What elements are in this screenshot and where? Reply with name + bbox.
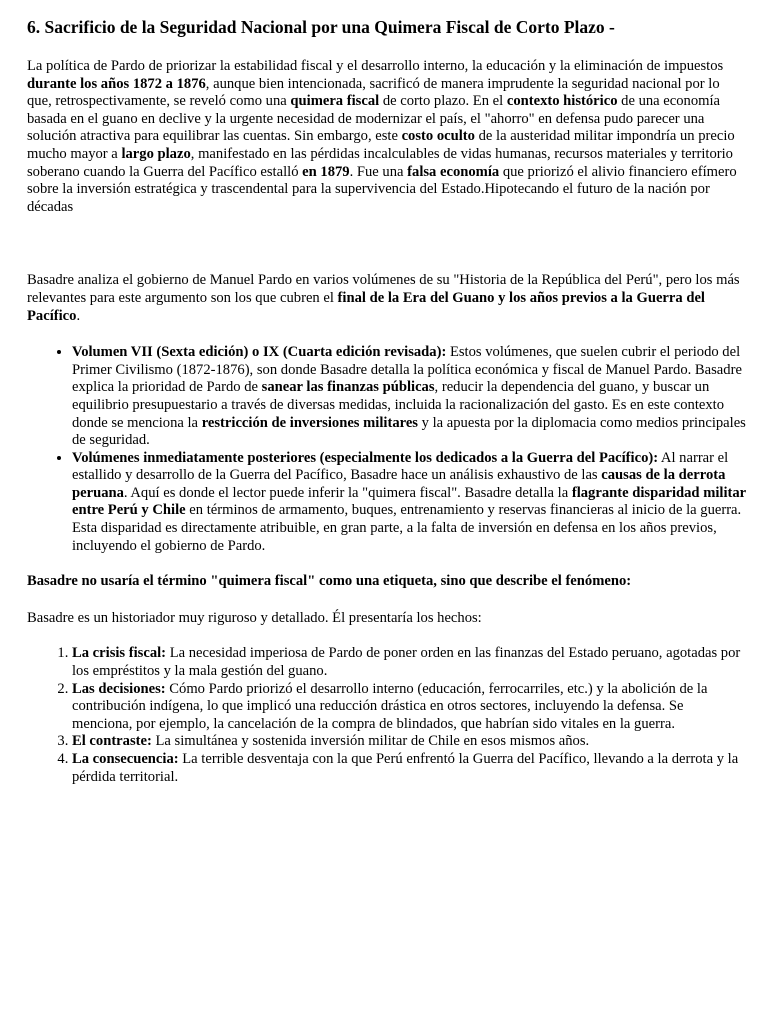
- fact-item-contrast: [72, 733, 746, 751]
- text-run: de una economía basada en el guano en declive y la urgente necesidad de modernizar el país, el "ahorro" en defensa pudo parecer una solución atractiva para equilibrar las cuentas. Sin embargo, este: [27, 93, 721, 145]
- text-run: La necesidad imperiosa de Pardo de poner orden en las finanzas del Estado peruano, agotadas por los empréstitos y la mala gestión del guano.: [72, 645, 741, 680]
- bold-phrase: en 1879: [302, 163, 350, 180]
- facts-numbered-list: [27, 645, 746, 786]
- text-run: La terrible desventaja con la que Perú enfrentó la Guerra del Pacífico, llevando a la derrota y la pérdida territorial.: [72, 751, 739, 785]
- bold-phrase: restricción de inversiones militares: [201, 414, 418, 431]
- section-title: 6. Sacrificio de la Seguridad Nacional por una Quimera Fiscal de Corto Plazo -: [27, 17, 615, 37]
- bold-phrase: La consecuencia:: [72, 751, 179, 767]
- bold-phrase: contexto histórico: [506, 93, 618, 110]
- bold-phrase: quimera fiscal: [290, 93, 380, 110]
- text-run: Al narrar el estallido y desarrollo de la Guerra del Pacífico, Basadre hace un análisis exhaustivo de las: [72, 449, 729, 484]
- text-run: de la austeridad militar impondría un precio mucho mayor a: [27, 128, 735, 162]
- bold-phrase: Volúmenes inmediatamente posteriores (especialmente los dedicados a la Guerra del Pacífico):: [72, 449, 659, 466]
- text-run: Basadre analiza el gobierno de Manuel Pardo en varios volúmenes de su "Historia de la República del Perú", pero los más relevantes para este argumento son los que cubren el: [27, 272, 740, 306]
- bold-phrase: Volumen VII (Sexta edición) o IX (Cuarta edición revisada):: [72, 344, 447, 361]
- bold-phrase: durante los años 1872 a 1876: [27, 75, 206, 92]
- fact-item-crisis: [72, 645, 746, 680]
- text-run: . Fue una: [349, 163, 408, 180]
- text-run: en términos de armamento, buques, entrenamiento y reservas financieras al inicio de la guerra. Esta disparidad es directamente atribuible, en gran parte, a la falta de inversión en defensa en los años previos, incluyendo el gobierno de Pardo.: [72, 502, 742, 554]
- text-run: , reducir la dependencia del guano, y buscar un equilibrio presupuestario a través de diversas medidas, incluida la racionalización del gasto. Es en este contexto donde se menciona la: [72, 379, 725, 431]
- bold-phrase: costo oculto: [401, 128, 475, 145]
- text-run: , manifestado en las pérdidas incalculables de vidas humanas, recursos materiales y territorio soberano cuando la Guerra del Pacífico estalló: [27, 145, 733, 180]
- bold-phrase: causas de la derrota peruana: [72, 467, 726, 501]
- historian-paragraph: Basadre es un historiador muy riguroso y detallado. Él presentaría los hechos:: [27, 609, 482, 626]
- text-run: y la apuesta por la diplomacia como medios principales de seguridad.: [72, 414, 746, 449]
- bold-phrase: largo plazo: [121, 145, 191, 162]
- text-run: . Aquí es donde el lector puede inferir la "quimera fiscal". Basadre detalla la: [123, 484, 572, 501]
- bold-phrase: El contraste:: [72, 733, 152, 750]
- text-run: que priorizó el alivio financiero efímero sobre la inversión estratégica y trascendental para la supervivencia del Estado.Hipotecando el futuro de la nación por décadas: [27, 163, 737, 215]
- bullet-item-later-volumes: [72, 450, 746, 556]
- text-run: .: [76, 307, 81, 324]
- fact-item-consequence: [72, 751, 746, 786]
- basadre-intro-paragraph: [27, 272, 746, 325]
- volumes-bullet-list: [27, 344, 746, 555]
- text-run: Cómo Pardo priorizó el desarrollo interno (educación, ferrocarriles, etc.) y la abolición de la contribución indígena, lo que implicó una reducción drástica en otros sectores, incluyendo la defensa. Se menciona, por ejemplo, la cancelación de la compra de blindados, que habrían sido vitales en la guerra.: [72, 680, 708, 732]
- text-run: de corto plazo. En el: [379, 93, 507, 110]
- text-run: , aunque bien intencionada, sacrificó de manera imprudente la seguridad nacional por lo que, retrospectivamente, se reveló como una: [27, 75, 720, 110]
- bold-phrase: falsa economía: [407, 163, 500, 180]
- bold-phrase: flagrante disparidad militar entre Perú y Chile: [72, 484, 746, 519]
- statement-paragraph: [27, 573, 746, 591]
- text-run: La simultánea y sostenida inversión militar de Chile en esos mismos años.: [151, 733, 590, 750]
- bold-phrase: final de la Era del Guano y los años previos a la Guerra del Pacífico: [27, 289, 705, 324]
- bullet-item-volume-vii: [72, 344, 746, 450]
- bold-phrase: La crisis fiscal:: [72, 645, 167, 662]
- fact-item-decisions: [72, 681, 746, 734]
- text-run: La política de Pardo de priorizar la estabilidad fiscal y el desarrollo interno, la educación y la eliminación de impuestos: [27, 58, 724, 74]
- bold-phrase: sanear las finanzas públicas: [261, 379, 435, 396]
- statement-text: Basadre no usaría el término "quimera fiscal" como una etiqueta, sino que describe el fenómeno:: [27, 573, 632, 590]
- intro-paragraph: [27, 58, 746, 216]
- bold-phrase: Las decisiones:: [72, 680, 166, 697]
- text-run: Estos volúmenes, que suelen cubrir el periodo del Primer Civilismo (1872-1876), son donde Basadre detalla la política económica y fiscal de Manuel Pardo. Basadre explica la prioridad de Pardo de: [72, 344, 742, 396]
